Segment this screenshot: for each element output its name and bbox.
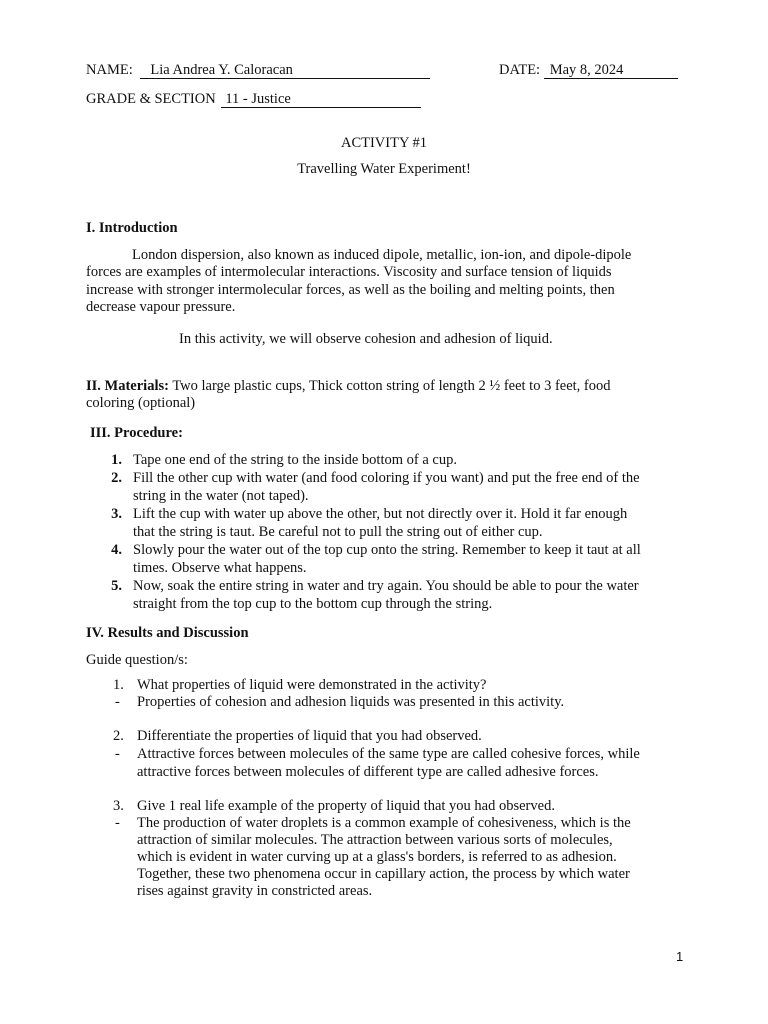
step-text: Tape one end of the string to the inside bottom of a cup.	[133, 452, 457, 468]
answer-text: Together, these two phenomena occur in capillary action, the process by which water	[137, 866, 630, 882]
date-label: DATE:	[499, 62, 541, 78]
step-text: string in the water (not taped).	[133, 488, 309, 504]
answer-dash: -	[115, 694, 120, 710]
answer-text: attraction of similar molecules. The attraction between various sorts of molecules,	[137, 832, 613, 848]
results-heading: IV. Results and Discussion	[86, 625, 249, 641]
step-text: Slowly pour the water out of the top cup onto the string. Remember to keep it taut at all	[133, 542, 641, 558]
answer-text: The production of water droplets is a common example of cohesiveness, which is the	[137, 815, 631, 831]
introduction-heading: I. Introduction	[86, 220, 178, 236]
page-number: 1	[676, 949, 684, 964]
answer-dash: -	[115, 815, 120, 831]
introduction-paragraph	[86, 247, 686, 316]
step-text: Now, soak the entire string in water and try again. You should be able to pour the water	[133, 578, 639, 594]
introduction-objective: In this activity, we will observe cohesion and adhesion of liquid.	[179, 331, 553, 347]
step-number: 1.	[111, 452, 122, 468]
step-text: Fill the other cup with water (and food coloring if you want) and put the free end of the	[133, 470, 640, 486]
question-text: What properties of liquid were demonstrated in the activity?	[137, 677, 487, 693]
date-value: May 8, 2024	[544, 63, 678, 79]
answer-dash: -	[115, 746, 120, 762]
step-number: 5.	[111, 578, 122, 594]
answer-text: which is evident in water curving up at a glass's borders, is referred to as adhesion.	[137, 849, 617, 865]
answer-text: Properties of cohesion and adhesion liquids was presented in this activity.	[137, 694, 565, 710]
activity-subtitle: Travelling Water Experiment!	[297, 161, 471, 177]
name-value: Lia Andrea Y. Caloracan	[140, 63, 430, 79]
step-number: 2.	[111, 470, 122, 486]
materials-section	[86, 378, 686, 413]
grade-label: GRADE & SECTION	[86, 91, 216, 107]
answer-text: Attractive forces between molecules of the same type are called cohesive forces, while	[137, 746, 640, 762]
step-text: straight from the top cup to the bottom cup through the string.	[133, 596, 493, 612]
step-text: times. Observe what happens.	[133, 560, 307, 576]
answer-text: attractive forces between molecules of different type are called adhesive forces.	[137, 764, 599, 780]
step-text: Lift the cup with water up above the other, but not directly over it. Hold it far enough	[133, 506, 628, 522]
step-number: 3.	[111, 506, 122, 522]
name-label: NAME:	[86, 62, 133, 78]
guide-questions-label: Guide question/s:	[86, 652, 188, 668]
materials-heading: II. Materials:	[86, 378, 169, 394]
intro-line: increase with stronger intermolecular forces, as well as the boiling and melting points, then	[86, 281, 615, 298]
question-text: Differentiate the properties of liquid that you had observed.	[137, 728, 482, 744]
name-row	[86, 62, 430, 79]
date-row	[499, 62, 678, 79]
question-number: 2.	[113, 728, 124, 744]
answer-text: rises against gravity in constricted areas.	[137, 883, 373, 899]
grade-value: 11 - Justice	[221, 92, 421, 108]
question-number: 3.	[113, 798, 124, 814]
intro-line: London dispersion, also known as induced dipole, metallic, ion-ion, and dipole-dipole	[132, 247, 632, 263]
step-text: that the string is taut. Be careful not to pull the string out of either cup.	[133, 524, 543, 540]
question-number: 1.	[113, 677, 124, 693]
step-number: 4.	[111, 542, 122, 558]
intro-line: decrease vapour pressure.	[86, 298, 236, 315]
intro-line: forces are examples of intermolecular interactions. Viscosity and surface tension of liquids	[86, 264, 612, 281]
grade-row	[86, 91, 421, 108]
activity-title: ACTIVITY #1	[340, 135, 428, 151]
materials-line: Two large plastic cups, Thick cotton string of length 2 ½ feet to 3 feet, food	[172, 378, 611, 394]
materials-line: coloring (optional)	[86, 395, 196, 412]
question-text: Give 1 real life example of the property of liquid that you had observed.	[137, 798, 555, 814]
procedure-heading: III. Procedure:	[90, 425, 183, 441]
